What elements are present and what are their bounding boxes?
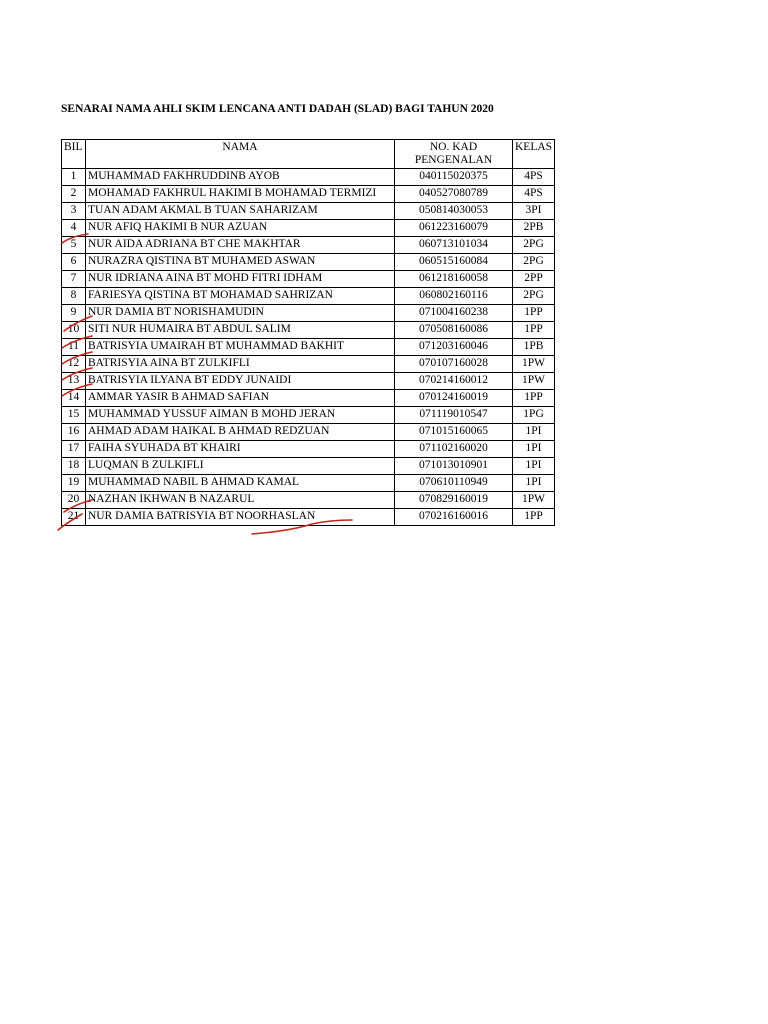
header-nama: NAMA [86, 140, 395, 169]
cell-kad: 070216160016 [395, 509, 513, 526]
table-row [62, 356, 555, 373]
cell-bil: 19 [62, 475, 86, 492]
cell-kelas: 1PW [513, 356, 555, 373]
header-kad-pengenalan: NO. KAD PENGENALAN [395, 140, 513, 169]
cell-kelas: 1PW [513, 492, 555, 509]
cell-bil: 4 [62, 220, 86, 237]
table-row [62, 339, 555, 356]
member-table [61, 139, 555, 526]
cell-kad: 070829160019 [395, 492, 513, 509]
cell-nama: TUAN ADAM AKMAL B TUAN SAHARIZAM [86, 203, 395, 220]
cell-bil: 5 [62, 237, 86, 254]
cell-nama: NUR DAMIA BATRISYIA BT NOORHASLAN [86, 509, 395, 526]
table-row [62, 305, 555, 322]
table-row [62, 254, 555, 271]
cell-nama: AHMAD ADAM HAIKAL B AHMAD REDZUAN [86, 424, 395, 441]
cell-kad: 060713101034 [395, 237, 513, 254]
cell-kad: 071119010547 [395, 407, 513, 424]
cell-kelas: 2PG [513, 254, 555, 271]
cell-nama: BATRISYIA UMAIRAH BT MUHAMMAD BAKHIT [86, 339, 395, 356]
cell-nama: NUR DAMIA BT NORISHAMUDIN [86, 305, 395, 322]
cell-nama: NUR AFIQ HAKIMI B NUR AZUAN [86, 220, 395, 237]
table-row [62, 407, 555, 424]
cell-nama: SITI NUR HUMAIRA BT ABDUL SALIM [86, 322, 395, 339]
table-row [62, 424, 555, 441]
table-row [62, 322, 555, 339]
cell-nama: NURAZRA QISTINA BT MUHAMED ASWAN [86, 254, 395, 271]
cell-nama: FARIESYA QISTINA BT MOHAMAD SAHRIZAN [86, 288, 395, 305]
cell-bil: 6 [62, 254, 86, 271]
table-row [62, 441, 555, 458]
cell-kad: 071015160065 [395, 424, 513, 441]
cell-bil: 15 [62, 407, 86, 424]
cell-nama: NUR AIDA ADRIANA BT CHE MAKHTAR [86, 237, 395, 254]
cell-nama: NUR IDRIANA AINA BT MOHD FITRI IDHAM [86, 271, 395, 288]
cell-bil: 8 [62, 288, 86, 305]
table-row [62, 373, 555, 390]
cell-kelas: 2PB [513, 220, 555, 237]
cell-kad: 061218160058 [395, 271, 513, 288]
header-kelas: KELAS [513, 140, 555, 169]
cell-kelas: 1PG [513, 407, 555, 424]
cell-bil: 10 [62, 322, 86, 339]
table-row [62, 186, 555, 203]
table-header-row [62, 140, 555, 169]
cell-kelas: 1PI [513, 424, 555, 441]
table-body [62, 169, 555, 526]
table-row [62, 271, 555, 288]
cell-nama: BATRISYIA ILYANA BT EDDY JUNAIDI [86, 373, 395, 390]
cell-kad: 071203160046 [395, 339, 513, 356]
cell-kad: 071102160020 [395, 441, 513, 458]
cell-kad: 040115020375 [395, 169, 513, 186]
cell-bil: 2 [62, 186, 86, 203]
cell-bil: 18 [62, 458, 86, 475]
table-row [62, 288, 555, 305]
table-row [62, 220, 555, 237]
cell-bil: 17 [62, 441, 86, 458]
header-bil: BIL [62, 140, 86, 169]
cell-kelas: 2PG [513, 288, 555, 305]
cell-nama: MOHAMAD FAKHRUL HAKIMI B MOHAMAD TERMIZI [86, 186, 395, 203]
cell-kad: 060802160116 [395, 288, 513, 305]
cell-bil: 1 [62, 169, 86, 186]
cell-kad: 050814030053 [395, 203, 513, 220]
page-title: SENARAI NAMA AHLI SKIM LENCANA ANTI DADAH (SLAD) BAGI TAHUN 2020 [61, 103, 494, 115]
table-row [62, 475, 555, 492]
cell-kad: 040527080789 [395, 186, 513, 203]
cell-kelas: 3PI [513, 203, 555, 220]
cell-bil: 13 [62, 373, 86, 390]
cell-nama: AMMAR YASIR B AHMAD SAFIAN [86, 390, 395, 407]
table-row [62, 169, 555, 186]
cell-nama: LUQMAN B ZULKIFLI [86, 458, 395, 475]
cell-nama: BATRISYIA AINA BT ZULKIFLI [86, 356, 395, 373]
cell-kelas: 1PB [513, 339, 555, 356]
cell-bil: 7 [62, 271, 86, 288]
cell-kelas: 1PI [513, 441, 555, 458]
cell-kelas: 1PI [513, 475, 555, 492]
table-row [62, 458, 555, 475]
cell-bil: 12 [62, 356, 86, 373]
cell-kelas: 1PW [513, 373, 555, 390]
cell-kelas: 2PP [513, 271, 555, 288]
table-row [62, 237, 555, 254]
cell-kelas: 4PS [513, 186, 555, 203]
cell-kelas: 1PP [513, 322, 555, 339]
cell-kad: 070214160012 [395, 373, 513, 390]
table-row [62, 390, 555, 407]
cell-kelas: 2PG [513, 237, 555, 254]
cell-kad: 060515160084 [395, 254, 513, 271]
cell-nama: MUHAMMAD FAKHRUDDINB AYOB [86, 169, 395, 186]
cell-kelas: 1PP [513, 509, 555, 526]
cell-nama: MUHAMMAD YUSSUF AIMAN B MOHD JERAN [86, 407, 395, 424]
cell-kad: 070610110949 [395, 475, 513, 492]
cell-kad: 070107160028 [395, 356, 513, 373]
cell-nama: NAZHAN IKHWAN B NAZARUL [86, 492, 395, 509]
cell-kad: 070124160019 [395, 390, 513, 407]
cell-bil: 9 [62, 305, 86, 322]
cell-kad: 071013010901 [395, 458, 513, 475]
cell-kad: 071004160238 [395, 305, 513, 322]
cell-bil: 20 [62, 492, 86, 509]
cell-kad: 070508160086 [395, 322, 513, 339]
cell-bil: 16 [62, 424, 86, 441]
cell-kelas: 1PP [513, 305, 555, 322]
cell-nama: MUHAMMAD NABIL B AHMAD KAMAL [86, 475, 395, 492]
cell-bil: 3 [62, 203, 86, 220]
cell-bil: 21 [62, 509, 86, 526]
table-row [62, 509, 555, 526]
cell-bil: 11 [62, 339, 86, 356]
cell-kad: 061223160079 [395, 220, 513, 237]
cell-kelas: 1PI [513, 458, 555, 475]
table-row [62, 203, 555, 220]
table-row [62, 492, 555, 509]
cell-nama: FAIHA SYUHADA BT KHAIRI [86, 441, 395, 458]
cell-bil: 14 [62, 390, 86, 407]
cell-kelas: 1PP [513, 390, 555, 407]
cell-kelas: 4PS [513, 169, 555, 186]
